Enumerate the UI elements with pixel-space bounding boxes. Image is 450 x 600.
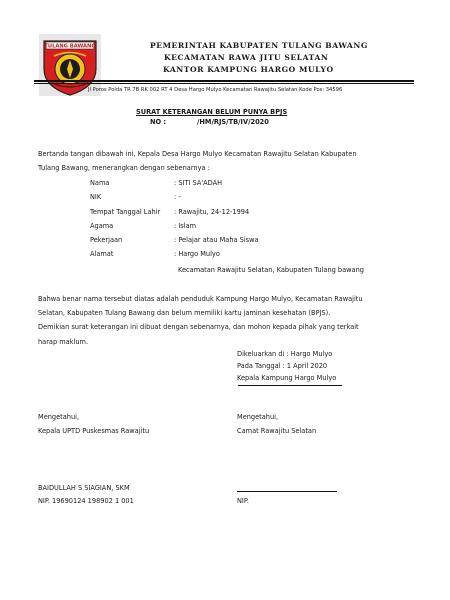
letter-title: SURAT KETERANGAN BELUM PUNYA BPJS xyxy=(136,108,288,116)
intro-line-2: Tulang Bawang, menerangkan dengan sebenarnya : xyxy=(38,164,210,172)
field-value-pekerjaan: : Pelajar atau Maha Siswa xyxy=(174,236,259,244)
field-value-agama: : Islam xyxy=(174,222,196,230)
field-label-pekerjaan: Pekerjaan xyxy=(90,236,123,244)
header-address: Jl Poros Polda TR 7B RK 002 RT 4 Desa Hargo Mulyo Kecamatan Rawajitu Selatan Kode Pos: 34596 xyxy=(88,87,343,93)
issued-place: Dikeluarkan di : Hargo Mulyo xyxy=(237,350,333,358)
letter-number-value: /HM/RJS/TB/IV/2020 xyxy=(197,118,269,126)
field-label-nik: NIK xyxy=(90,193,102,201)
field-value-ttl: : Rawajitu, 24-12-1994 xyxy=(174,208,250,216)
header-divider-thick xyxy=(34,80,414,82)
header-divider-thin xyxy=(34,83,414,84)
field-value-alamat: : Hargo Mulyo xyxy=(174,250,220,258)
header-line-1: PEMERINTAH KABUPATEN TULANG BAWANG xyxy=(150,41,368,50)
left-role: Kepala UPTD Puskesmas Rawajitu xyxy=(38,427,150,435)
issued-by: Kepala Kampung Hargo Mulyo xyxy=(237,374,337,382)
left-acknowledge: Mengetahui, xyxy=(38,413,80,421)
right-acknowledge: Mengetahui, xyxy=(237,413,279,421)
left-signatory-nip: NIP. 19690124 198902 1 001 xyxy=(38,497,134,505)
header-line-2: KECAMATAN RAWA JITU SELATAN xyxy=(164,53,329,62)
header-line-3: KANTOR KAMPUNG HARGO MULYO xyxy=(163,65,334,74)
address-continuation: Kecamatan Rawajitu Selatan, Kabupaten Tulang bawang xyxy=(178,266,364,274)
body-line-3: Demikian surat keterangan ini dibuat dengan sebenarnya, dan mohon kepada pihak yang terkait xyxy=(38,323,359,331)
intro-line-1: Bertanda tangan dibawah ini, Kepala Desa Hargo Mulyo Kecamatan Rawajitu Selatan Kabupaten xyxy=(38,150,357,158)
left-signatory-name: BAIDULLAH S SIAGIAN, SKM xyxy=(38,484,130,492)
field-label-nama: Nama xyxy=(90,179,110,187)
field-label-alamat: Alamat xyxy=(90,250,114,258)
right-role: Camat Rawajitu Selatan xyxy=(237,427,317,435)
body-line-1: Bahwa benar nama tersebut diatas adalah penduduk Kampung Hargo Mulyo, Kecamatan Rawajitu xyxy=(38,295,363,303)
right-signature-line xyxy=(237,491,337,492)
right-signatory-nip: NIP. xyxy=(237,497,249,505)
body-line-2: Selatan, Kabupaten Tulang Bawang dan belum memiliki kartu jaminan kesehatan (BPJS). xyxy=(38,309,331,317)
field-label-ttl: Tempat Tanggal Lahir xyxy=(90,208,161,216)
field-value-nama: : SITI SA'ADAH xyxy=(174,179,223,187)
field-value-nik: : - xyxy=(174,193,181,201)
body-line-4: harap maklum. xyxy=(38,338,89,346)
field-label-agama: Agama xyxy=(90,222,114,230)
letter-number-label: NO : xyxy=(150,118,167,126)
issued-date: Pada Tanggal : 1 April 2020 xyxy=(237,362,328,370)
village-head-signature-line xyxy=(238,385,342,386)
logo-text: TULANG BAWANG xyxy=(44,43,96,50)
